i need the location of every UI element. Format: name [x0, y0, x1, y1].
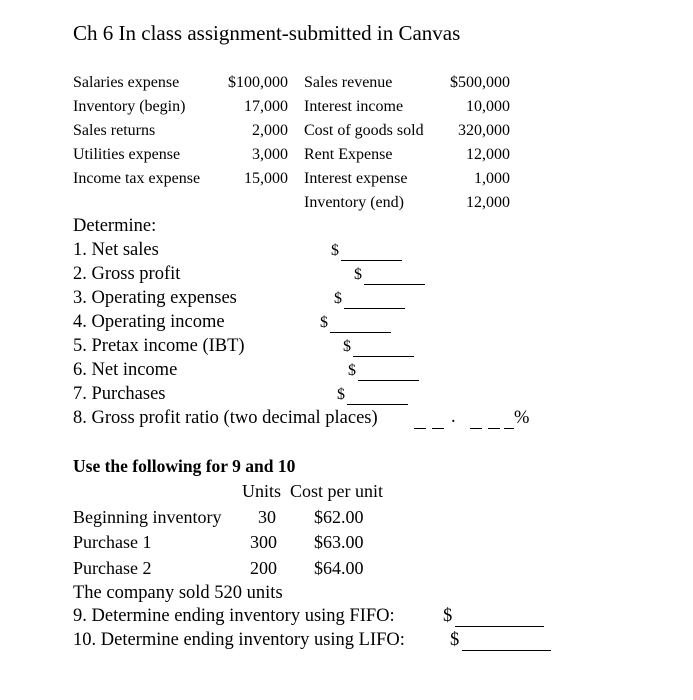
- answer-blank[interactable]: [364, 284, 425, 285]
- inventory-row-cost: $64.00: [314, 558, 364, 578]
- inventory-row-units: 30: [258, 507, 276, 527]
- account-label: Income tax expense: [73, 170, 201, 187]
- answer-digit-blank[interactable]: [432, 428, 444, 429]
- account-label: Cost of goods sold: [304, 122, 424, 139]
- column-header-cost: Cost per unit: [290, 481, 383, 501]
- answer-blank[interactable]: [347, 404, 408, 405]
- dollar-sign: $: [450, 630, 460, 650]
- decimal-point: .: [451, 407, 456, 427]
- question-text: 8. Gross profit ratio (two decimal places): [73, 408, 378, 428]
- question-text: 6. Net income: [73, 360, 178, 380]
- question-text: 7. Purchases: [73, 384, 166, 404]
- dollar-sign: $: [320, 314, 328, 331]
- determine-heading: Determine:: [73, 216, 157, 236]
- account-label: Interest income: [304, 98, 404, 115]
- percent-sign: %: [514, 408, 530, 428]
- account-value: 15,000: [244, 170, 288, 187]
- section-heading: Use the following for 9 and 10: [73, 456, 296, 476]
- account-value: 1,000: [474, 170, 510, 187]
- answer-blank[interactable]: [358, 380, 419, 381]
- account-label: Utilities expense: [73, 146, 181, 163]
- answer-blank[interactable]: [344, 308, 405, 309]
- question-text: 2. Gross profit: [73, 264, 181, 284]
- account-label: Salaries expense: [73, 74, 180, 91]
- answer-blank[interactable]: [330, 332, 391, 333]
- page-title: Ch 6 In class assignment-submitted in Canvas: [73, 21, 461, 45]
- dollar-sign: $: [348, 362, 356, 379]
- answer-digit-blank[interactable]: [470, 428, 482, 429]
- account-value: $500,000: [450, 74, 510, 91]
- dollar-sign: $: [334, 290, 342, 307]
- account-value: 320,000: [458, 122, 510, 139]
- account-label: Inventory (begin): [73, 98, 186, 115]
- account-label: Interest expense: [304, 170, 408, 187]
- account-label: Sales returns: [73, 122, 156, 139]
- account-value: 12,000: [466, 146, 510, 163]
- dollar-sign: $: [337, 386, 345, 403]
- account-value: 3,000: [252, 146, 288, 163]
- inventory-row-label: Beginning inventory: [73, 507, 222, 527]
- account-label: Inventory (end): [304, 194, 404, 211]
- account-value: 17,000: [244, 98, 288, 115]
- account-value: 2,000: [252, 122, 288, 139]
- question-text: 5. Pretax income (IBT): [73, 336, 245, 356]
- column-header-units: Units: [242, 481, 282, 501]
- inventory-row-units: 300: [250, 532, 277, 552]
- dollar-sign: $: [331, 242, 339, 259]
- account-value: 12,000: [466, 194, 510, 211]
- question-text: 9. Determine ending inventory using FIFO:: [73, 606, 395, 626]
- answer-blank[interactable]: [341, 260, 402, 261]
- answer-digit-blank[interactable]: [504, 428, 514, 429]
- answer-blank[interactable]: [353, 356, 414, 357]
- dollar-sign: $: [343, 338, 351, 355]
- question-text: 1. Net sales: [73, 240, 159, 260]
- account-label: Rent Expense: [304, 146, 393, 163]
- inventory-row-label: Purchase 1: [73, 532, 152, 552]
- answer-digit-blank[interactable]: [414, 428, 426, 429]
- answer-digit-blank[interactable]: [488, 428, 500, 429]
- account-label: Sales revenue: [304, 74, 393, 91]
- sold-note: The company sold 520 units: [73, 583, 283, 603]
- dollar-sign: $: [354, 266, 362, 283]
- question-text: 10. Determine ending inventory using LIFO:: [73, 630, 405, 650]
- question-text: 4. Operating income: [73, 312, 225, 332]
- account-value: 10,000: [466, 98, 510, 115]
- account-value: $100,000: [228, 74, 288, 91]
- inventory-row-cost: $63.00: [314, 532, 364, 552]
- inventory-row-units: 200: [250, 558, 277, 578]
- inventory-row-cost: $62.00: [314, 507, 364, 527]
- question-text: 3. Operating expenses: [73, 288, 237, 308]
- dollar-sign: $: [443, 606, 453, 626]
- answer-blank[interactable]: [462, 650, 551, 651]
- inventory-row-label: Purchase 2: [73, 558, 152, 578]
- answer-blank[interactable]: [455, 626, 544, 627]
